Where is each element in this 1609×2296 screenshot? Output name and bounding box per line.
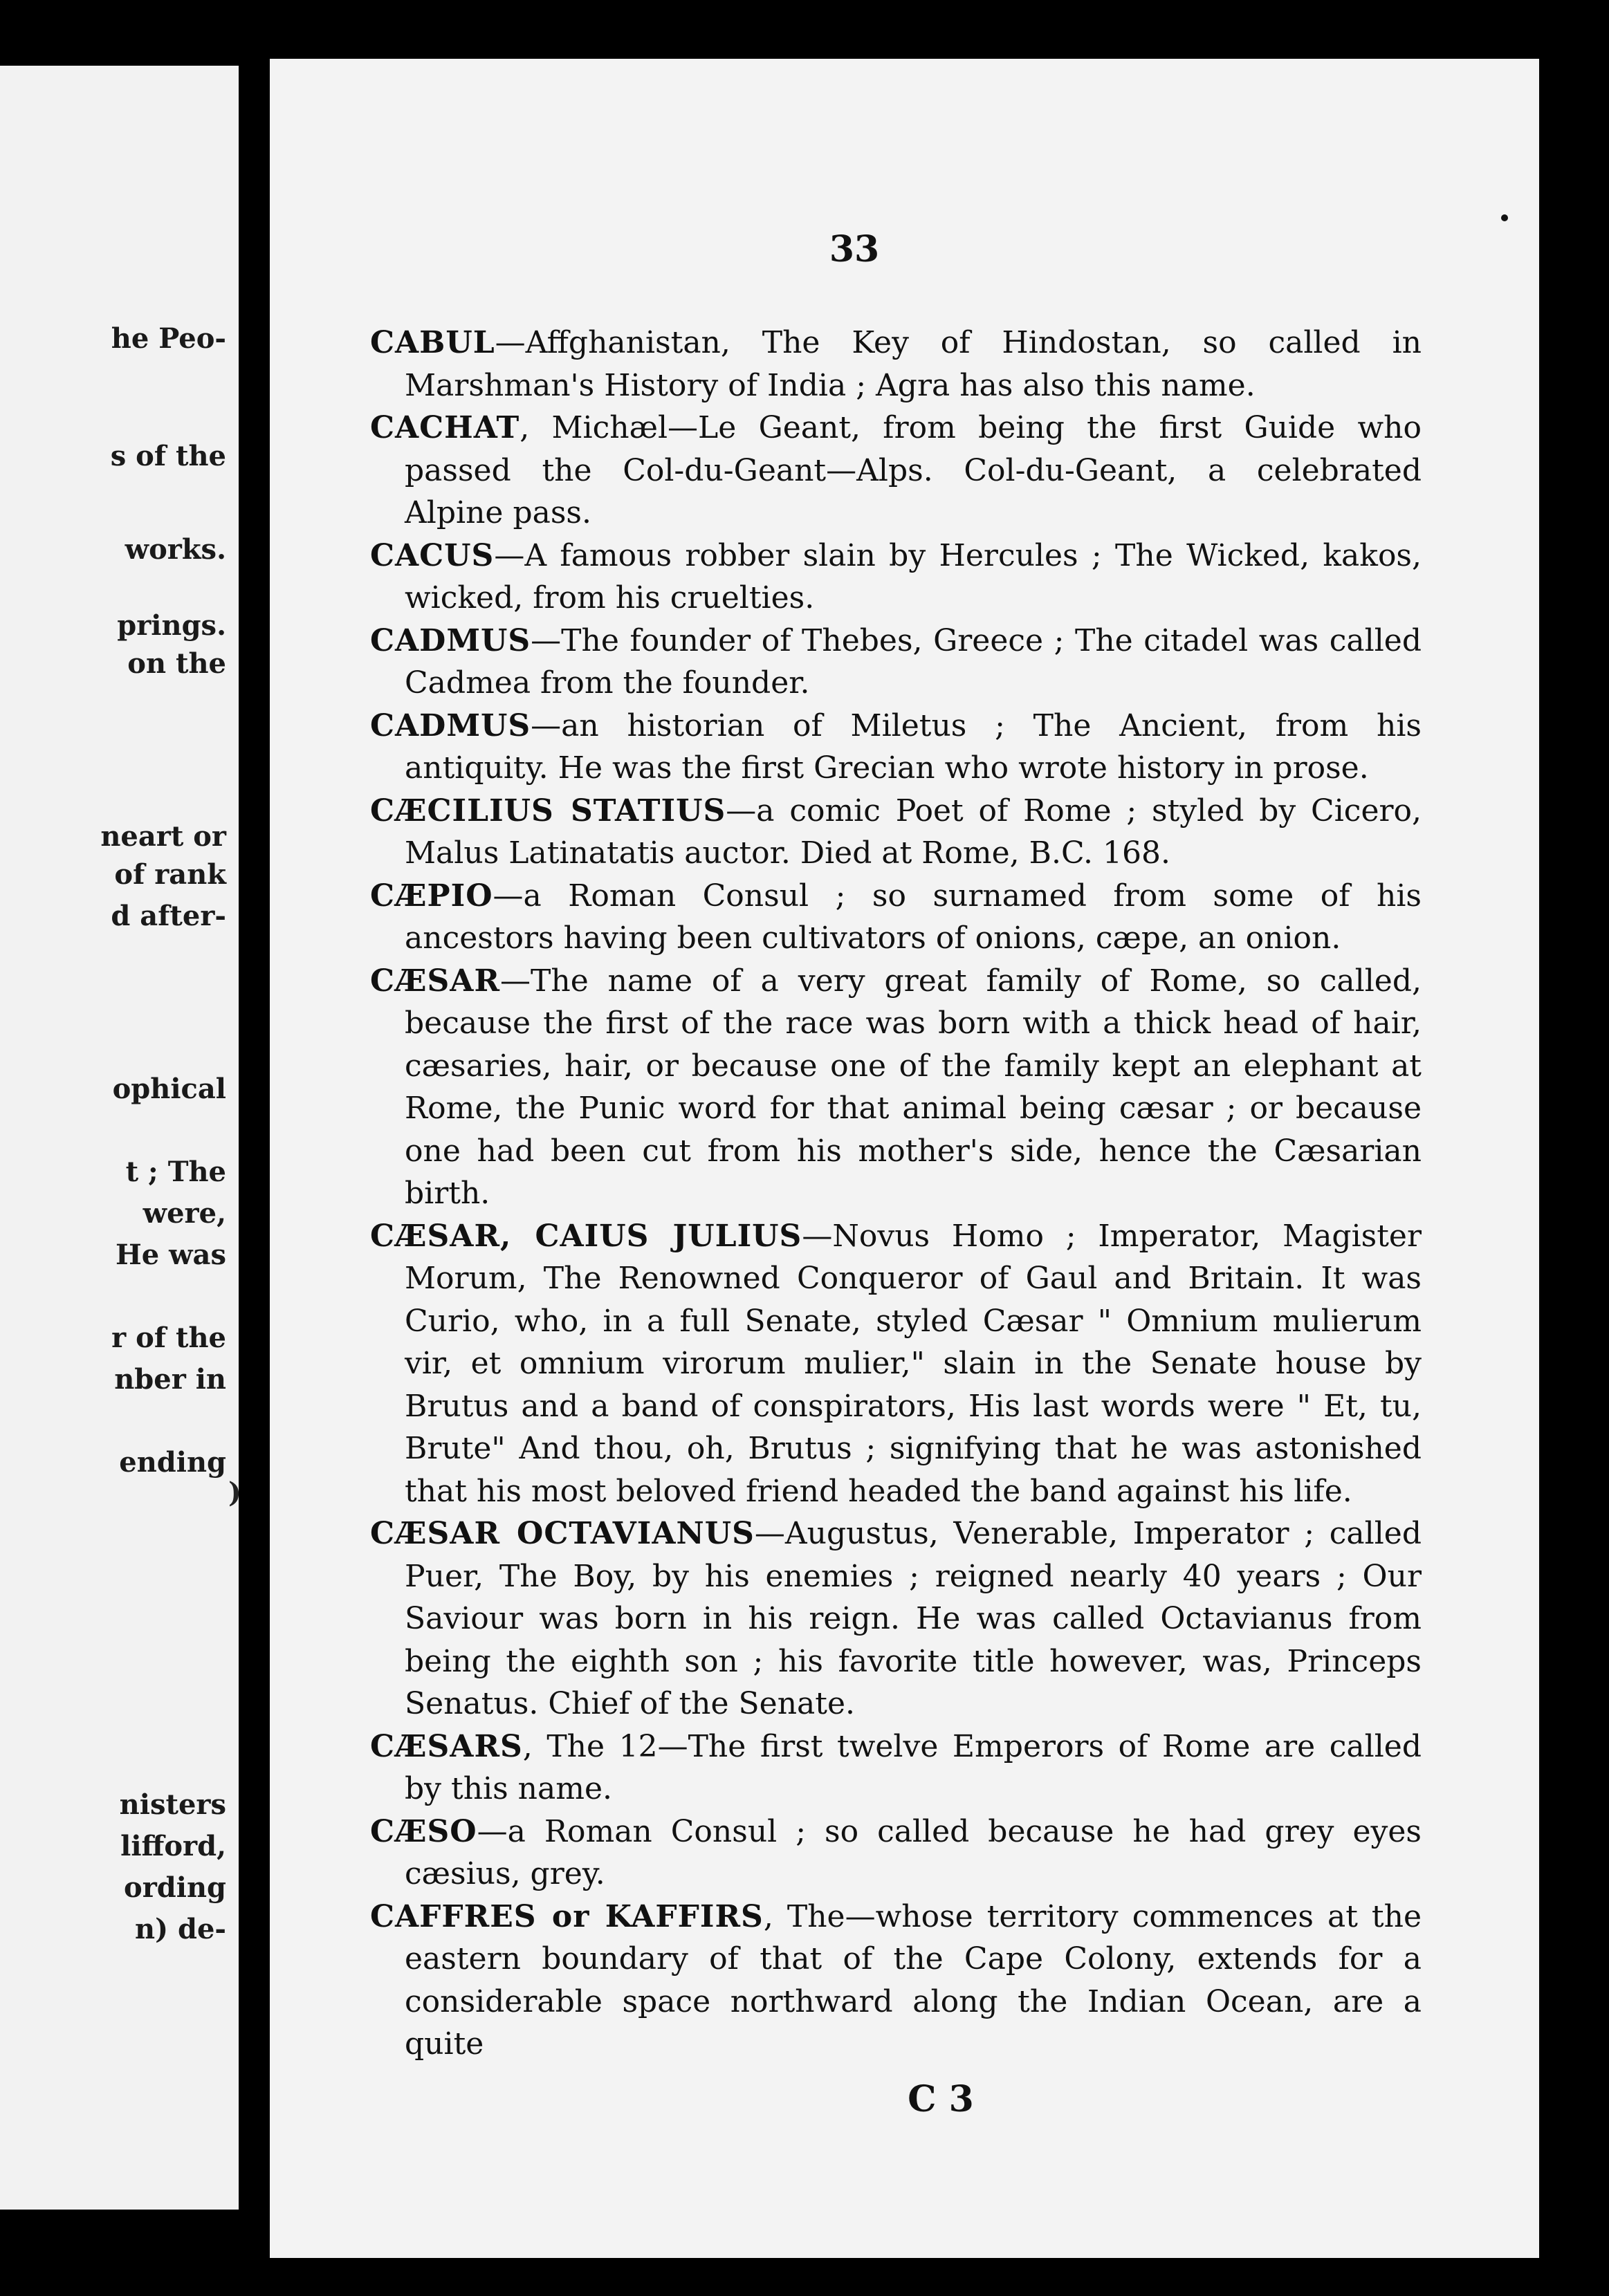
entry-headword: CÆSAR, CAIUS JULIUS [370, 1218, 802, 1254]
entry-text: —a comic Poet of Rome ; styled by Cicero, Malus Latinatatis auctor. Died at Rome, B.C. 168. [405, 793, 1422, 871]
left-page-fragment: neart or [100, 820, 226, 853]
dictionary-entries [370, 322, 1422, 2066]
left-page-fragment: d after- [111, 900, 226, 932]
left-page-fragment: of rank [114, 858, 226, 891]
left-page-fragment: nisters [119, 1788, 226, 1821]
facing-page-left [0, 66, 239, 2210]
entry [370, 875, 1422, 960]
entry-headword: CÆPIO [370, 878, 493, 914]
entry [370, 790, 1422, 875]
left-page-fragment: prings. [117, 609, 226, 642]
entry-text: —Novus Homo ; Imperator, Magister Morum, The Renowned Conqueror of Gaul and Britain. It was Curio, who, in a full Senate, styled Cæsar " Omnium mulierum vir, et omnium virorum mulier," slain in the Senate house by Brutus and a band of conspirators, His last words were " Et, tu, Brute" And thou, oh, Brutus ; signifying that he was astonished that his most beloved friend headed the band against his life. [405, 1218, 1422, 1509]
entry-headword: CÆSO [370, 1813, 477, 1849]
entry [370, 1512, 1422, 1725]
signature-mark: C 3 [908, 2078, 974, 2120]
entry-headword: CÆSARS [370, 1728, 523, 1764]
left-page-fragment: r of the [111, 1322, 226, 1354]
entry-text: , The—whose territory commences at the eastern boundary of that of the Cape Colony, extends for a considerable space northward along the Indian Ocean, are a quite [405, 1898, 1422, 2062]
left-page-fragment: ophical [112, 1073, 226, 1105]
entry-text: —a Roman Consul ; so surnamed from some of his ancestors having been cultivators of onions, cæpe, an onion. [405, 878, 1422, 956]
left-page-fragment: on the [127, 647, 226, 680]
entry-headword: CÆCILIUS STATIUS [370, 793, 726, 828]
entry [370, 1215, 1422, 1513]
left-page-fragment: were, [142, 1197, 226, 1230]
page-number: 33 [829, 228, 880, 270]
left-page-fragment: s of the [110, 440, 226, 472]
entry-text: —an historian of Miletus ; The Ancient, from his antiquity. He was the first Grecian who wrote history in prose. [405, 707, 1422, 786]
entry [370, 407, 1422, 535]
entry-text: , Michæl—Le Geant, from being the first Guide who passed the Col-du-Geant—Alps. Col-du-Geant, a celebrated Alpine pass. [405, 410, 1422, 530]
entry [370, 620, 1422, 705]
entry-headword: CAFFRES or KAFFIRS [370, 1898, 764, 1934]
entry-headword: CABUL [370, 325, 495, 360]
left-page-fragment: lifford, [120, 1830, 226, 1862]
entry-text: —a Roman Consul ; so called because he had grey eyes cæsius, grey. [405, 1813, 1422, 1891]
entry-text: —Augustus, Venerable, Imperator ; called Puer, The Boy, by his enemies ; reigned nearly 40 years ; Our Saviour was born in his reign. He was called Octavianus from being the eighth son ; his favorite title however, was, Princeps Senatus. Chief of the Senate. [405, 1516, 1422, 1721]
left-page-fragment: nber in [114, 1363, 226, 1396]
left-page-fragment: works. [125, 533, 226, 566]
entry-text: —A famous robber slain by Hercules ; The Wicked, kakos, wicked, from his cruelties. [405, 537, 1422, 615]
entry [370, 322, 1422, 407]
entry-text: —Affghanistan, The Key of Hindostan, so called in Marshman's History of India ; Agra has also this name. [405, 325, 1422, 403]
left-page-fragment: He was [115, 1239, 226, 1271]
left-page-fragment: n) de- [135, 1913, 226, 1945]
entry [370, 1811, 1422, 1896]
entry-text: —The founder of Thebes, Greece ; The citadel was called Cadmea from the founder. [405, 622, 1422, 701]
left-page-fragment: ending [119, 1446, 226, 1479]
entry-headword: CACHAT [370, 410, 520, 445]
entry-text: , The 12—The first twelve Emperors of Rome are called by this name. [405, 1728, 1422, 1806]
entry [370, 535, 1422, 620]
gutter-mark: ) [228, 1476, 241, 1509]
entry [370, 960, 1422, 1215]
left-page-fragment: he Peo- [111, 322, 226, 355]
entry [370, 1896, 1422, 2066]
entry-headword: CÆSAR OCTAVIANUS [370, 1516, 755, 1551]
entry-headword: CACUS [370, 537, 495, 573]
ink-dot [1501, 214, 1508, 221]
left-page-fragment: t ; The [125, 1156, 226, 1188]
entry-headword: CÆSAR [370, 963, 501, 999]
entry [370, 705, 1422, 790]
left-page-fragment: ording [124, 1871, 226, 1904]
page-right [270, 59, 1539, 2258]
entry-text: —The name of a very great family of Rome, so called, because the first of the race was born with a thick head of hair, cæsaries, hair, or because one of the family kept an elephant at Rome, the Punic word for that animal being cæsar ; or because one had been cut from his mother's side, hence the Cæsarian birth. [405, 963, 1422, 1211]
entry [370, 1725, 1422, 1811]
entry-headword: CADMUS [370, 707, 531, 743]
entry-headword: CADMUS [370, 622, 531, 658]
